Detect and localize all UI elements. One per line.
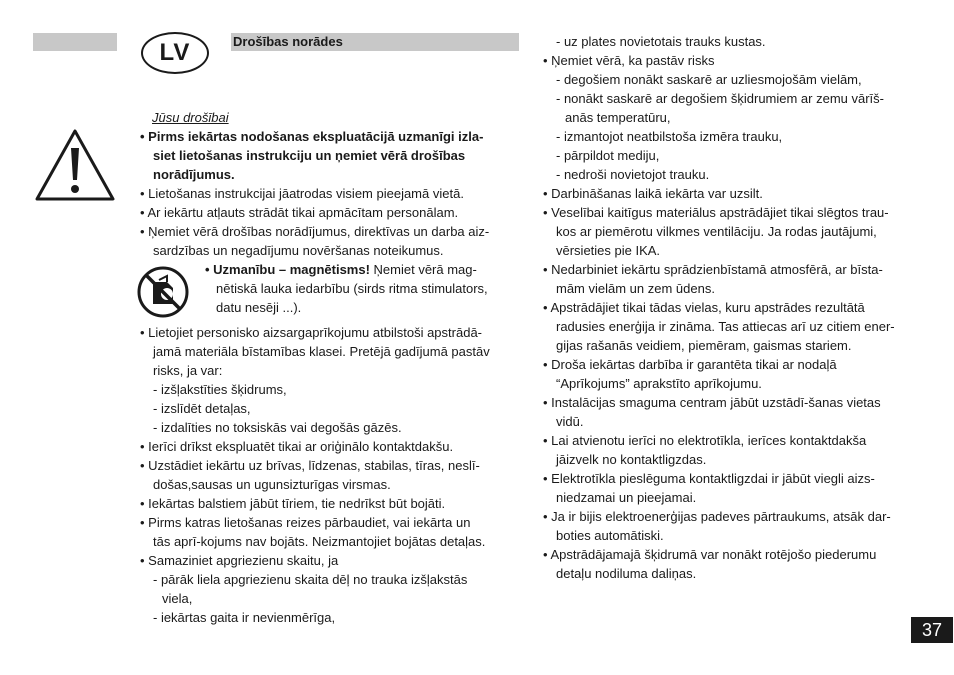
language-badge: LV — [141, 32, 209, 74]
text-line: • Iekārtas balstiem jābūt tīriem, tie nedrīkst būt bojāti. — [140, 496, 446, 511]
text-line: • Ņemiet vērā, ka pastāv risks — [543, 53, 715, 68]
text-line: vidū. — [556, 414, 584, 429]
text-line: kos ar piemērotu vilkmes ventilāciju. Ja rodas jautājumi, — [556, 224, 877, 239]
page-number: 37 — [911, 617, 953, 643]
text-line: tās aprī-kojums nav bojāts. Neizmantojiet bojātas detaļas. — [153, 534, 486, 549]
text-line: jāizvelk no kontaktligzdas. — [556, 452, 707, 467]
text-line: • Pirms iekārtas nodošanas ekspluatācijā uzmanīgi izla- — [140, 129, 484, 144]
text-line: došas,sausas un ugunsizturīgas virsmas. — [153, 477, 391, 492]
text-line: • Samaziniet apgriezienu skaitu, ja — [140, 553, 339, 568]
right-text-column — [543, 32, 921, 583]
emphasis-text: • Uzmanību – magnētisms! — [205, 262, 370, 277]
text-line: mām vielām un zem ūdens. — [556, 281, 715, 296]
text-line: - izslīdēt detaļas, — [153, 401, 251, 416]
text-line: viela, — [162, 591, 193, 606]
text-line: • Nedarbiniet iekārtu sprādzienbīstamā atmosfērā, ar bīsta- — [543, 262, 883, 277]
text-line: • Apstrādājiet tikai tādas vielas, kuru apstrādes rezultātā — [543, 300, 865, 315]
language-tab-bar — [33, 33, 117, 51]
text-line: • Ar iekārtu atļauts strādāt tikai apmācītam personālam. — [140, 205, 459, 220]
text-line: - uz plates novietotais trauks kustas. — [556, 34, 766, 49]
text-line: • Lietojiet personisko aizsargaprīkojumu atbilstoši apstrādā- — [140, 325, 482, 340]
text-line: • Droša iekārtas darbība ir garantēta tikai ar nodaļā — [543, 357, 837, 372]
text-line: - pārpildot mediju, — [556, 148, 660, 163]
text-line: - nedroši novietojot trauku. — [556, 167, 710, 182]
text-line: • Pirms katras lietošanas reizes pārbaudiet, vai iekārta un — [140, 515, 471, 530]
text-line: - izšļakstīties šķidrums, — [153, 382, 287, 397]
text-line: - izmantojot neatbilstoša izmēra trauku, — [556, 129, 783, 144]
text-line: jamā materiāla bīstamības klasei. Pretējā gadījumā pastāv — [153, 344, 490, 359]
text-line: • Ja ir bijis elektroenerģijas padeves pārtraukums, atsāk dar- — [543, 509, 891, 524]
text-line: • Darbināšanas laikā iekārta var uzsilt. — [543, 186, 763, 201]
text-line: sardzības un negadījumu novēršanas noteikumus. — [153, 243, 444, 258]
text-line: • Veselībai kaitīgus materiālus apstrādājiet tikai slēgtos trau- — [543, 205, 889, 220]
text-line: • Ņemiet vērā drošības norādījumus, direktīvas un darba aiz- — [140, 224, 490, 239]
text-line: - pārāk liela apgriezienu skaita dēļ no trauka izšļakstās — [153, 572, 468, 587]
text-line: norādījumus. — [153, 167, 235, 182]
text-line: datu nesēji ...). — [216, 300, 302, 315]
text-line: niedzamai un pieejamai. — [556, 490, 697, 505]
text-line: radusies enerģija ir zināma. Tas attiecas arī uz citiem ener- — [556, 319, 895, 334]
text-line: • Uzstādiet iekārtu uz brīvas, līdzenas, stabilas, tīras, neslī- — [140, 458, 480, 473]
text-line: nētiskā lauka iedarbību (sirds ritma stimulators, — [216, 281, 488, 296]
text-line: vērsieties pie IKA. — [556, 243, 661, 258]
text-line: anās temperatūru, — [565, 110, 671, 125]
text-line: - iekārtas gaita ir nevienmērīga, — [153, 610, 336, 625]
left-text-column — [140, 108, 517, 627]
text-line: siet lietošanas instrukciju un ņemiet vērā drošības — [153, 148, 466, 163]
text-line: - degošiem nonākt saskarē ar uzliesmojošām vielām, — [556, 72, 862, 87]
text-line: - nonākt saskarē ar degošiem šķidrumiem ar zemu vārīš- — [556, 91, 885, 106]
text-line: - izdalīties no toksiskās vai degošās gāzēs. — [153, 420, 402, 435]
text-line: Jūsu drošībai — [152, 110, 229, 125]
text-line: boties automātiski. — [556, 528, 664, 543]
line-text: Ņemiet vērā mag- — [369, 262, 477, 277]
text-line: detaļu nodiluma daliņas. — [556, 566, 697, 581]
text-line: • Apstrādājamajā šķidrumā var nonākt rotējošo piederumu — [543, 547, 877, 562]
text-line — [140, 260, 517, 279]
text-line: “Aprīkojums” aprakstīto aprīkojumu. — [556, 376, 762, 391]
text-line: • Ierīci drīkst ekspluatēt tikai ar oriģinālo kontaktdakšu. — [140, 439, 454, 454]
text-line: gijas rašanās veidiem, piemēram, gaismas stariem. — [556, 338, 852, 353]
text-line: risks, ja var: — [153, 363, 223, 378]
text-line: • Instalācijas smaguma centram jābūt uzstādī-šanas vietas — [543, 395, 881, 410]
text-line: • Elektrotīkla pieslēguma kontaktligzdai ir jābūt viegli aizs- — [543, 471, 875, 486]
text-line: • Lietošanas instrukcijai jāatrodas visiem pieejamā vietā. — [140, 186, 464, 201]
text-line: • Lai atvienotu ierīci no elektrotīkla, ierīces kontaktdakša — [543, 433, 867, 448]
section-title: Drošības norādes — [231, 33, 519, 51]
warning-triangle-icon — [34, 128, 116, 202]
